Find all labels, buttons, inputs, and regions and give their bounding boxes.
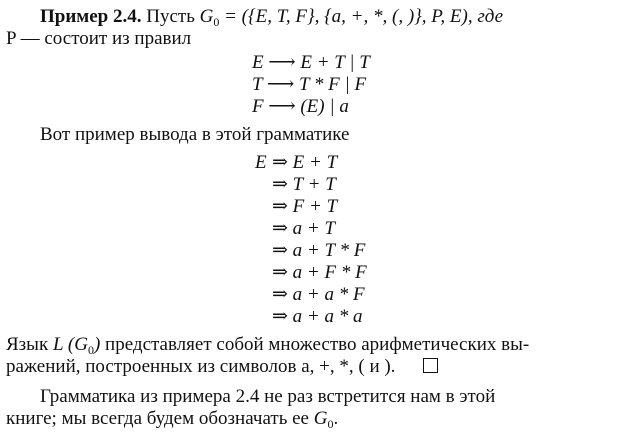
language-close: ) — [93, 334, 101, 355]
language-text: ражений, построенных из символов a, +, *, ( и ). — [6, 356, 396, 377]
derivation-step: ⇒ a + T — [272, 218, 336, 239]
derivation-step: ⇒ T + T — [272, 174, 336, 195]
closing-text: книге; мы всегда будем обозначать ее — [6, 408, 314, 429]
closing-period: . — [333, 408, 339, 429]
production-rule: F ⟶ (E) | a — [252, 96, 349, 117]
derivation-step: ⇒ E + T — [272, 152, 338, 173]
language-line-1 — [6, 334, 529, 357]
example-header — [40, 6, 503, 29]
derivation-step: ⇒ a + a * a — [272, 306, 363, 327]
grammar-subscript: 0 — [327, 417, 334, 431]
derivation-step: ⇒ a + F * F — [272, 262, 367, 283]
language-line-2 — [6, 356, 438, 378]
end-of-proof-icon — [423, 358, 438, 373]
productions-intro: P — состоит из правил — [6, 28, 192, 49]
derivation-intro: Вот пример вывода в этой грамматике — [40, 124, 350, 145]
closing-line-2 — [6, 408, 338, 431]
production-rule: T ⟶ T * F | F — [252, 74, 367, 95]
language-subscript: 0 — [87, 343, 94, 357]
grammar-symbol: G — [313, 408, 328, 429]
language-symbol: L (G — [52, 334, 88, 355]
derivation-step: ⇒ a + a * F — [272, 284, 365, 305]
language-text: Язык — [6, 334, 53, 355]
grammar-subscript: 0 — [213, 15, 220, 29]
derivation-step: ⇒ a + T * F — [272, 240, 366, 261]
example-label: Пример 2.4. — [40, 6, 142, 27]
grammar-symbol: G — [199, 6, 214, 27]
production-rule: E ⟶ E + T | T — [252, 52, 370, 73]
closing-line-1: Грамматика из примера 2.4 не раз встретится нам в этой — [40, 386, 496, 407]
derivation-start: E — [255, 152, 267, 173]
language-text: представляет собой множество арифметических вы- — [100, 334, 530, 355]
grammar-definition: = ({E, T, F}, {a, +, *, (, )}, P, E), где — [219, 6, 504, 27]
example-intro: Пусть — [146, 6, 200, 27]
derivation-step: ⇒ F + T — [272, 196, 338, 217]
